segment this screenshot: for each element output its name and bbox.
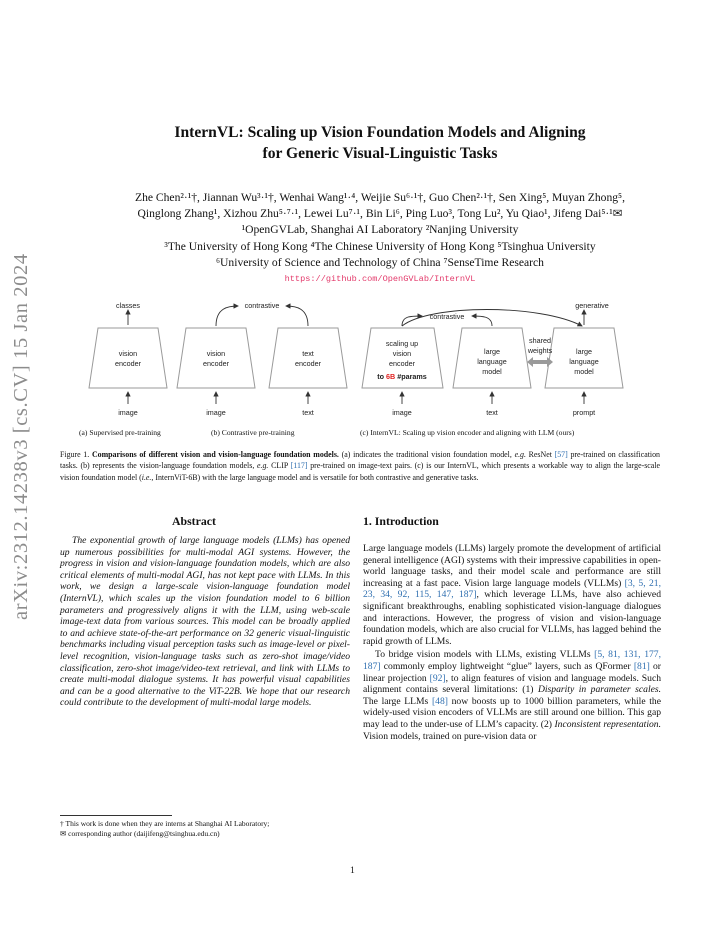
label-vision-c-1: scaling up <box>385 339 419 348</box>
label-llm1-1: large <box>484 347 500 356</box>
title-line-1: InternVL: Scaling up Vision Foundation Models and Aligning <box>174 124 586 141</box>
label-image-a: image <box>118 408 138 417</box>
repo-link[interactable]: https://github.com/OpenGVLab/InternVL <box>284 274 476 285</box>
intro-text: Large language models (LLMs) largely promote the development of artificial general intelligence (AGI) systems with their impressive capabilities in open-world language tasks, and their model scale and performance are still increasing at a fast pace. Vision large language models (VLLMs) <box>363 543 661 589</box>
label-6b-pre: to <box>377 372 386 381</box>
arxiv-stamp: arXiv:2312.14238v3 [cs.CV] 15 Jan 2024 <box>10 253 32 620</box>
citation-link[interactable]: [57] <box>554 450 568 459</box>
label-llm2-3: model <box>574 367 594 376</box>
label-contrastive-c: contrastive <box>429 312 465 321</box>
intro-heading: 1. Introduction <box>363 514 439 528</box>
label-6b-params <box>377 372 427 381</box>
label-prompt-c: prompt <box>572 408 596 417</box>
abstract-text: The exponential growth of large language models (LLMs) has opened up numerous possibilities for multi-modal AGI systems. However, the progress in vision and vision-language foundation models, which are also critical elements of multi-modal AGI, has not kept pace with LLMs. In this work, we design a large-scale vision-language foundation model (InternVL), which scales up the vision foundation model to 6 billion parameters and progressively aligns it with the LLM, using web-scale image-text data from various sources. This model can be broadly applied to and achieve state-of-the-art performance on 32 generic visual-linguistic benchmarks including visual perception tasks such as image-level or pixel-level recognition, vision-language tasks such as zero-shot image/video classification, zero-shot image/video-text retrieval, and link with LLMs to create multi-modal dialogue systems. It has powerful visual capabilities and can be a good alternative to the ViT-22B. We hope that our research could contribute to the development of multi-modal large models. <box>60 535 350 709</box>
citation-link[interactable]: [81] <box>633 660 650 672</box>
label-vision-a-2: encoder <box>115 359 141 368</box>
caption-part: pre-trained on classification tasks. (b) represents the vision-language foundation models, <box>60 450 660 471</box>
caption-part: CLIP <box>268 461 291 471</box>
label-llm1-2: language <box>477 357 507 366</box>
footnote-line-2: ✉ corresponding author (daijifeng@tsinghua.edu.cn) <box>60 829 220 838</box>
label-llm1-3: model <box>482 367 502 376</box>
citation-link[interactable]: [48] <box>431 695 448 707</box>
label-vision-a-1: vision <box>118 349 138 358</box>
label-vision-c-3: encoder <box>389 359 415 368</box>
caption-bold: Comparisons of different vision and vision-language foundation models. <box>91 450 339 459</box>
figure-1-diagram <box>60 296 660 446</box>
intro-paragraph-2 <box>363 649 661 742</box>
intro-text: commonly employ lightweight “glue” layers, such as QFormer <box>380 660 634 672</box>
abstract-body <box>60 535 350 709</box>
intro-text: or linear projection <box>363 660 662 684</box>
intro-text: , to align features of vision and language models. Such alignment contains several limitations: (1) <box>363 672 661 696</box>
title-line-2: for Generic Visual-Linguistic Tasks <box>262 145 498 162</box>
authors-line-2: Qinglong Zhang¹, Xizhou Zhu⁵·⁷·¹, Lewei Lu⁷·¹, Bin Li⁶, Ping Luo³, Tong Lu², Yu Qiao¹, Jifeng Dai⁵·¹✉ <box>137 207 623 221</box>
footnote-line-1: † This work is done when they are interns at Shanghai AI Laboratory; <box>60 819 270 828</box>
figure-1-caption <box>60 449 660 483</box>
label-text-b: text <box>302 408 314 417</box>
intro-paragraph-1 <box>363 543 661 647</box>
citation-link[interactable]: [117] <box>290 461 308 471</box>
vision-encoder-a-block <box>89 328 167 388</box>
label-vision-b-2: encoder <box>203 359 229 368</box>
label-llm2-1: large <box>576 347 592 356</box>
caption-eg: e.g. <box>257 461 269 471</box>
intro-italic: Inconsistent representation. <box>554 718 661 730</box>
vision-encoder-b-block <box>177 328 255 388</box>
label-vision-b-1: vision <box>206 349 226 358</box>
intro-text: , which leverage LLMs, have also achieved significant breakthroughs, enabling sophisticated vision-language dialogues and interactions. However, the progress of vision and vision-language foundation models, which are also crucial for VLLMs, has lagged behind the rapid growth of LLMs. <box>363 589 661 647</box>
subcaption-a: (a) Supervised pre-training <box>79 428 161 437</box>
caption-part: (a) indicates the traditional vision foundation model, <box>338 450 515 459</box>
affiliations-line-3: ⁶University of Science and Technology of China ⁷SenseTime Research <box>216 255 544 269</box>
intro-text: To bridge vision models with LLMs, existing VLLMs <box>375 649 595 661</box>
caption-ie: i.e. <box>141 472 152 482</box>
label-6b-highlight: 6B <box>386 372 396 381</box>
footnote-rule <box>60 815 172 816</box>
affiliations-line-1: ¹OpenGVLab, Shanghai AI Laboratory ²Nanjing University <box>241 223 519 237</box>
intro-text: The large LLMs <box>363 695 432 707</box>
label-text-c: text <box>486 408 498 417</box>
abstract-heading: Abstract <box>172 514 216 528</box>
label-text-b-2: encoder <box>295 359 321 368</box>
affiliations-line-2: ³The University of Hong Kong ⁴The Chinese University of Hong Kong ⁵Tsinghua University <box>164 239 596 253</box>
caption-label: Figure 1. <box>60 450 90 459</box>
label-text-b-1: text <box>302 349 314 358</box>
intro-text: Vision models, trained on pure-vision data or <box>363 730 537 742</box>
intro-body <box>363 543 661 742</box>
subcaption-c: (c) InternVL: Scaling up vision encoder and aligning with LLM (ours) <box>360 428 575 437</box>
caption-eg: e.g. <box>514 450 526 459</box>
page-number: 1 <box>350 865 355 876</box>
label-generative-c: generative <box>575 301 609 310</box>
citation-link[interactable]: [5, 81, 131, 177, 187] <box>363 649 661 672</box>
label-image-b: image <box>206 408 226 417</box>
footnote <box>60 819 350 839</box>
paper-title <box>80 122 680 164</box>
citation-link[interactable]: [92] <box>429 672 446 684</box>
caption-part: pre-trained on image-text pairs. (c) is our InternVL, which presents a workable way to align the large-scale vision foundation model ( <box>60 461 660 482</box>
label-6b-post: #params <box>395 372 427 381</box>
intro-italic: Disparity in parameter scales. <box>537 684 662 696</box>
intro-text: now boosts up to 1000 billion parameters, while the widely-used vision encoders of VLLMs are still around one billion. This gap may lead to the under-use of LLM’s capacity. (2) <box>363 695 661 730</box>
text-encoder-b-block <box>269 328 347 388</box>
author-block <box>40 190 720 287</box>
label-shared-1: shared <box>529 336 551 345</box>
label-contrastive-b: contrastive <box>244 301 280 310</box>
citation-link[interactable]: [3, 5, 21, 23, 34, 92, 115, 147, 187] <box>363 577 661 601</box>
label-shared-2: weights <box>527 346 553 355</box>
label-classes: classes <box>116 301 140 310</box>
caption-part: ResNet <box>525 450 555 459</box>
subcaption-b: (b) Contrastive pre-training <box>211 428 295 437</box>
label-vision-c-2: vision <box>392 349 412 358</box>
authors-line-1: Zhe Chen²·¹†, Jiannan Wu³·¹†, Wenhai Wang¹·⁴, Weijie Su⁶·¹†, Guo Chen²·¹†, Sen Xing⁵, Muyan Zhong⁵, <box>134 191 625 204</box>
caption-part: , InternViT-6B) with the large language model and is versatile for both contrastive and generative tasks. <box>151 472 479 482</box>
label-image-c: image <box>392 408 412 417</box>
label-llm2-2: language <box>569 357 599 366</box>
